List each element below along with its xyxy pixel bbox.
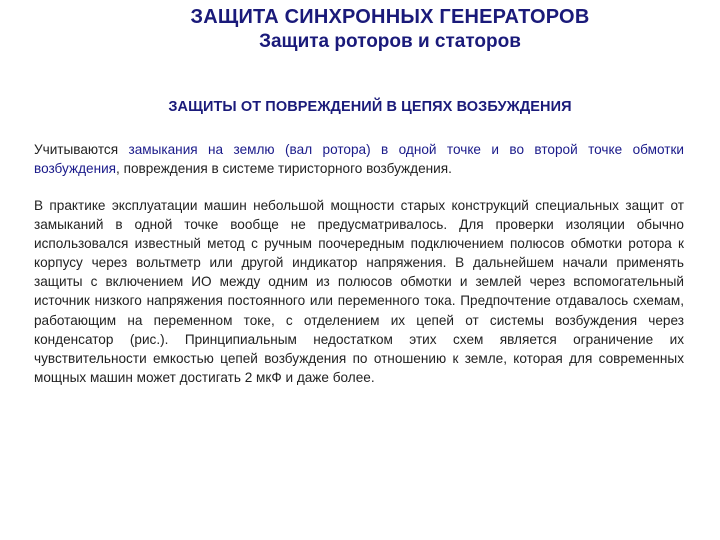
paragraph-intro-highlight: замыкания на землю (вал ротора) в одной точке и во второй точке обмотки возбуждения <box>34 142 684 177</box>
title-main: ЗАЩИТА СИНХРОННЫХ ГЕНЕРАТОРОВ <box>190 6 590 28</box>
paragraph-intro-tail: , повреждения в системе тиристорного возбуждения. <box>116 161 452 177</box>
page-title <box>110 4 670 54</box>
paragraph-intro <box>34 140 684 178</box>
section-heading: ЗАЩИТЫ ОТ ПОВРЕЖДЕНИЙ В ЦЕПЯХ ВОЗБУЖДЕНИЯ <box>168 99 572 115</box>
paragraph-intro-lead: Учитываются <box>34 142 129 157</box>
title-subtitle: Защита роторов и статоров <box>259 31 521 52</box>
paragraph-body: В практике эксплуатации машин небольшой мощности старых конструкций специальных защит от замыканий в одной точке вообще не предусматривалось. Для проверки изоляции обычно использовался известный метод с ручным поочередным подключением полюсов обмотки ротора к корпусу через вольтметр или другой индикатор напряжения. В дальнейшем начали применять защиты с включением ИО между одним из полюсов обмотки и землей через вспомогательный источник низкого напряжения постоянного или переменного тока. Предпочтение отдавалось схемам, работающим на переменном токе, с отделением их цепей от системы возбуждения через конденсатор (рис.). Принципиальным недостатком этих схем является ограничение их чувствительности емкостью цепей возбуждения по отношению к земле, которая для современных мощных машин может достигать 2 мкФ и даже более. <box>34 198 684 385</box>
